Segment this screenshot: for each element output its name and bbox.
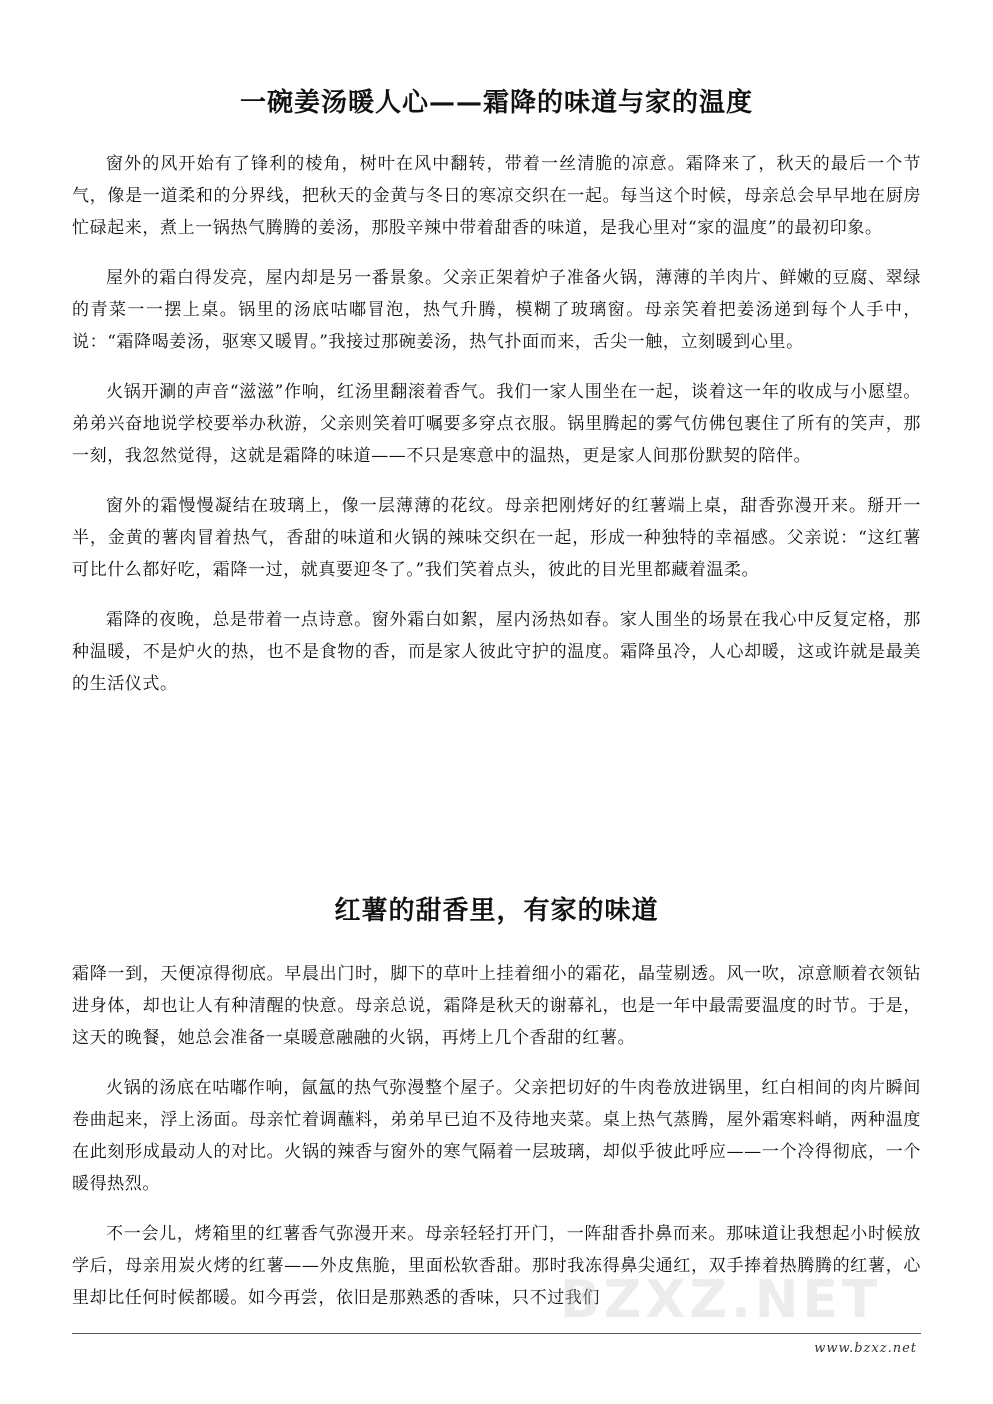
article-body <box>72 148 921 718</box>
paragraph: 霜降的夜晚，总是带着一点诗意。窗外霜白如絮，屋内汤热如春。家人围坐的场景在我心中反复定格，那种温暖，不是炉火的热，也不是食物的香，而是家人彼此守护的温度。霜降虽冷，人心却暖，这或许就是最美的生活仪式。 <box>72 610 921 694</box>
footer-site-link[interactable]: www.bzxz.net <box>814 1341 917 1356</box>
paragraph: 火锅开涮的声音“滋滋”作响，红汤里翻滚着香气。我们一家人围坐在一起，谈着这一年的收成与小愿望。弟弟兴奋地说学校要举办秋游，父亲则笑着叮嘱要多穿点衣服。锅里腾起的雾气仿佛包裹住了所有的笑声，那一刻，我忽然觉得，这就是霜降的味道——不只是寒意中的温热，更是家人间那份默契的陪伴。 <box>72 382 921 466</box>
footer-divider <box>72 1333 921 1334</box>
paragraph: 屋外的霜白得发亮，屋内却是另一番景象。父亲正架着炉子准备火锅，薄薄的羊肉片、鲜嫩的豆腐、翠绿的青菜一一摆上桌。锅里的汤底咕嘟冒泡，热气升腾，模糊了玻璃窗。母亲笑着把姜汤递到每个人手中，说：“霜降喝姜汤，驱寒又暖胃。”我接过那碗姜汤，热气扑面而来，舌尖一触，立刻暖到心里。 <box>72 268 921 352</box>
paragraph: 火锅的汤底在咕嘟作响，氤氲的热气弥漫整个屋子。父亲把切好的牛肉卷放进锅里，红白相间的肉片瞬间卷曲起来，浮上汤面。母亲忙着调蘸料，弟弟早已迫不及待地夹菜。桌上热气蒸腾，屋外霜寒料峭，两种温度在此刻形成最动人的对比。火锅的辣香与窗外的寒气隔着一层玻璃，却似乎彼此呼应——一个冷得彻底，一个暖得热烈。 <box>72 1078 921 1194</box>
article-title: 红薯的甜香里，有家的味道 <box>334 896 659 926</box>
paragraph: 霜降一到，天便凉得彻底。早晨出门时，脚下的草叶上挂着细小的霜花，晶莹剔透。风一吹，凉意顺着衣领钻进身体，却也让人有种清醒的快意。母亲总说，霜降是秋天的谢幕礼，也是一年中最需要温度的时节。于是，这天的晚餐，她总会准备一桌暖意融融的火锅，再烤上几个香甜的红薯。 <box>72 964 921 1048</box>
paragraph: 窗外的霜慢慢凝结在玻璃上，像一层薄薄的花纹。母亲把刚烤好的红薯端上桌，甜香弥漫开来。掰开一半，金黄的薯肉冒着热气，香甜的味道和火锅的辣味交织在一起，形成一种独特的幸福感。父亲说：“这红薯可比什么都好吃，霜降一过，就真要迎冬了。”我们笑着点头，彼此的目光里都藏着温柔。 <box>72 496 921 580</box>
article-title: 一碗姜汤暖人心——霜降的味道与家的温度 <box>239 88 753 118</box>
site-watermark: BZXZ.NET <box>560 1270 882 1330</box>
paragraph: 不一会儿，烤箱里的红薯香气弥漫开来。母亲轻轻打开门，一阵甜香扑鼻而来。那味道让我想起小时候放学后，母亲用炭火烤的红薯——外皮焦脆，里面松软香甜。那时我冻得鼻尖通红，双手捧着热腾腾的红薯，心里却比任何时候都暖。如今再尝，依旧是那熟悉的香味，只不过我们 <box>72 1224 921 1308</box>
paragraph: 窗外的风开始有了锋利的棱角，树叶在风中翻转，带着一丝清脆的凉意。霜降来了，秋天的最后一个节气，像是一道柔和的分界线，把秋天的金黄与冬日的寒凉交织在一起。每当这个时候，母亲总会早早地在厨房忙碌起来，煮上一锅热气腾腾的姜汤，那股辛辣中带着甜香的味道，是我心里对“家的温度”的最初印象。 <box>72 154 921 238</box>
article-body <box>72 958 921 1332</box>
